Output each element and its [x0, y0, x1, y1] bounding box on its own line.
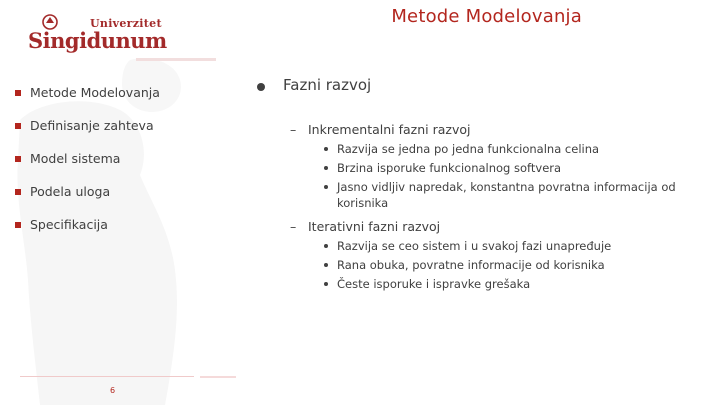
list-item: [324, 276, 692, 292]
bullet-dot-icon: [324, 263, 328, 267]
sidebar-item-definisanje-zahteva[interactable]: [14, 118, 214, 151]
sidebar-item-label: Specifikacija: [30, 217, 108, 232]
list-item-text: Brzina isporuke funkcionalnog softvera: [337, 161, 562, 175]
bullet-square-icon: [15, 123, 21, 129]
sidebar-item-model-sistema[interactable]: [14, 151, 214, 184]
list-item: [324, 238, 692, 254]
content-heading-text: Fazni razvoj: [283, 76, 372, 94]
bullet-dot-icon: [324, 185, 328, 189]
page-number: 6: [110, 386, 116, 395]
list-item: [324, 160, 692, 176]
footer-divider: [20, 376, 194, 377]
logo-name-text: Singidunum: [28, 28, 167, 53]
bullet-square-icon: [15, 156, 21, 162]
bullet-square-icon: [15, 222, 21, 228]
section-title: Iterativni fazni razvoj: [308, 219, 441, 234]
content-heading: [252, 76, 692, 94]
list-item-text: Česte isporuke i ispravke grešaka: [337, 277, 531, 291]
slide-content: [252, 76, 692, 300]
list-item-text: Rana obuka, povratne informacije od korisnika: [337, 258, 605, 272]
sidebar-item-metode-modelovanja[interactable]: [14, 85, 214, 118]
list-item-text: Razvija se jedna po jedna funkcionalna celina: [337, 142, 600, 156]
bullet-list: [324, 238, 692, 292]
dash-bullet: –: [290, 122, 297, 137]
bullet-dot-icon: [324, 147, 328, 151]
sidebar-item-label: Model sistema: [30, 151, 121, 166]
sidebar-item-specifikacija[interactable]: [14, 217, 214, 250]
page-title: Metode Modelovanja: [391, 6, 582, 27]
university-logo: [28, 14, 188, 58]
sidebar-item-label: Podela uloga: [30, 184, 111, 199]
logo-underline: [136, 58, 216, 61]
bullet-dot-icon: [324, 282, 328, 286]
section-heading: [290, 219, 692, 234]
bullet-square-icon: [15, 90, 21, 96]
bullet-dot-icon: [257, 83, 265, 91]
sidebar-item-label: Definisanje zahteva: [30, 118, 154, 133]
footer-divider-accent: [200, 376, 236, 378]
bullet-dot-icon: [324, 244, 328, 248]
section-heading: [290, 122, 692, 137]
list-item: [324, 257, 692, 273]
sidebar-nav: [14, 85, 214, 250]
list-item-text: Jasno vidljiv napredak, konstantna povratna informacija od korisnika: [337, 180, 676, 210]
section-title: Inkrementalni fazni razvoj: [308, 122, 471, 137]
logo-university-text: Univerzitet: [90, 17, 162, 30]
bullet-list: [324, 141, 692, 211]
sidebar-item-label: Metode Modelovanja: [30, 85, 160, 100]
bullet-square-icon: [15, 189, 21, 195]
dash-bullet: –: [290, 219, 297, 234]
bullet-dot-icon: [324, 166, 328, 170]
sidebar-item-podela-uloga[interactable]: [14, 184, 214, 217]
list-item: [324, 179, 692, 211]
list-item: [324, 141, 692, 157]
list-item-text: Razvija se ceo sistem i u svakoj fazi unapređuje: [337, 239, 612, 253]
